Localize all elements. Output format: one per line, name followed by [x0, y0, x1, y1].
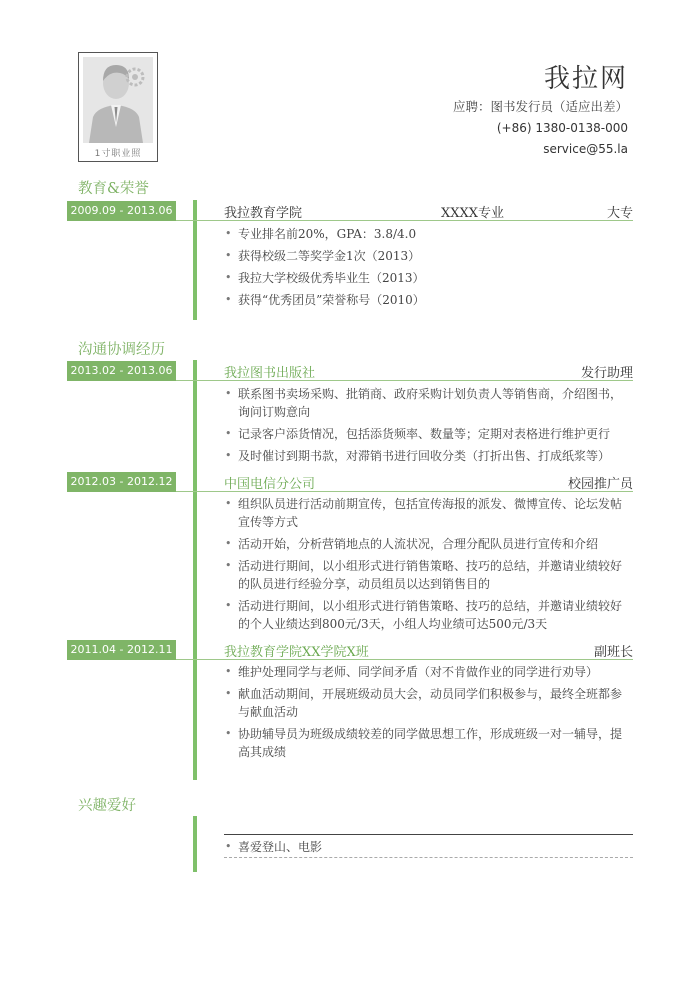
- timeline-line: [193, 816, 197, 872]
- list-item: • 活动进行期间，以小组形式进行销售策略、技巧的总结，并邀请业绩较好的个人业绩达到800元/3天，小组人均业绩可达500元/3天: [224, 597, 629, 633]
- entry-header: [224, 360, 633, 380]
- job-role: 副班长: [593, 645, 633, 660]
- email-address: service@55.la: [543, 142, 628, 156]
- organization-name: 我拉教育学院XX学院X班: [224, 645, 369, 660]
- date-tag: 2012.03 - 2012.12: [67, 472, 176, 492]
- company-name: 中国电信分公司: [224, 477, 316, 492]
- job-role: 校园推广员: [567, 477, 633, 492]
- list-item: • 活动开始，分析营销地点的人流状况，合理分配队员进行宣传和介绍: [224, 535, 629, 553]
- bullet-list: [224, 663, 629, 765]
- photo-caption: 1寸职业照: [94, 149, 142, 159]
- date-tag: 2011.04 - 2012.11: [67, 640, 176, 660]
- divider: [224, 857, 633, 858]
- entry-header: [224, 471, 633, 491]
- list-item: • 喜爱登山、电影: [224, 838, 629, 856]
- bullet-list: [224, 385, 629, 469]
- phone-number: (+86) 1380-0138-000: [496, 121, 628, 135]
- timeline-line: [193, 360, 197, 780]
- section-title-experience: 沟通协调经历: [78, 342, 165, 358]
- list-item: • 献血活动期间，开展班级动员大会，动员同学们积极参与，最终全班都参与献血活动: [224, 685, 629, 721]
- job-objective: 应聘：图书发行员（适应出差）: [452, 99, 628, 114]
- divider: [224, 834, 633, 835]
- profile-photo: [78, 52, 158, 162]
- timeline-line: [193, 200, 197, 320]
- section-title-education: 教育&荣誉: [78, 181, 149, 197]
- date-tag: 2009.09 - 2013.06: [67, 201, 176, 221]
- degree: 大专: [606, 206, 633, 221]
- list-item: • 活动进行期间，以小组形式进行销售策略、技巧的总结，并邀请业绩较好的队员进行经验分享，动员组员以达到销售目的: [224, 557, 629, 593]
- avatar-placeholder-icon: [83, 57, 153, 143]
- company-name: 我拉图书出版社: [224, 366, 316, 381]
- job-role: 发行助理: [580, 366, 633, 381]
- bullet-list: [224, 495, 629, 637]
- entry-header: [224, 200, 633, 220]
- list-item: • 我拉大学校级优秀毕业生（2013）: [224, 269, 629, 287]
- date-tag: 2013.02 - 2013.06: [67, 361, 176, 381]
- school-name: 我拉教育学院: [224, 206, 303, 221]
- major: XXXX专业: [441, 206, 505, 221]
- list-item: • 维护处理同学与老师、同学间矛盾（对不肯做作业的同学进行劝导）: [224, 663, 629, 681]
- list-item: • 获得“优秀团员”荣誉称号（2010）: [224, 291, 629, 309]
- list-item: • 及时催讨到期书款，对滞销书进行回收分类（打折出售、打成纸浆等）: [224, 447, 629, 465]
- list-item: • 获得校级二等奖学金1次（2013）: [224, 247, 629, 265]
- list-item: • 联系图书卖场采购、批销商、政府采购计划负责人等销售商，介绍图书，询问订购意向: [224, 385, 629, 421]
- entry-header: [224, 639, 633, 659]
- list-item: • 记录客户添货情况，包括添货频率、数量等；定期对表格进行维护更行: [224, 425, 629, 443]
- bullet-list: [224, 225, 629, 313]
- list-item: • 组织队员进行活动前期宣传，包括宣传海报的派发、微博宣传、论坛发帖宣传等方式: [224, 495, 629, 531]
- list-item: • 专业排名前20%，GPA：3.8/4.0: [224, 225, 629, 243]
- list-item: • 协助辅导员为班级成绩较差的同学做思想工作，形成班级一对一辅导，提高其成绩: [224, 725, 629, 761]
- candidate-name: 我拉网: [543, 64, 628, 94]
- section-title-hobbies: 兴趣爱好: [78, 798, 136, 814]
